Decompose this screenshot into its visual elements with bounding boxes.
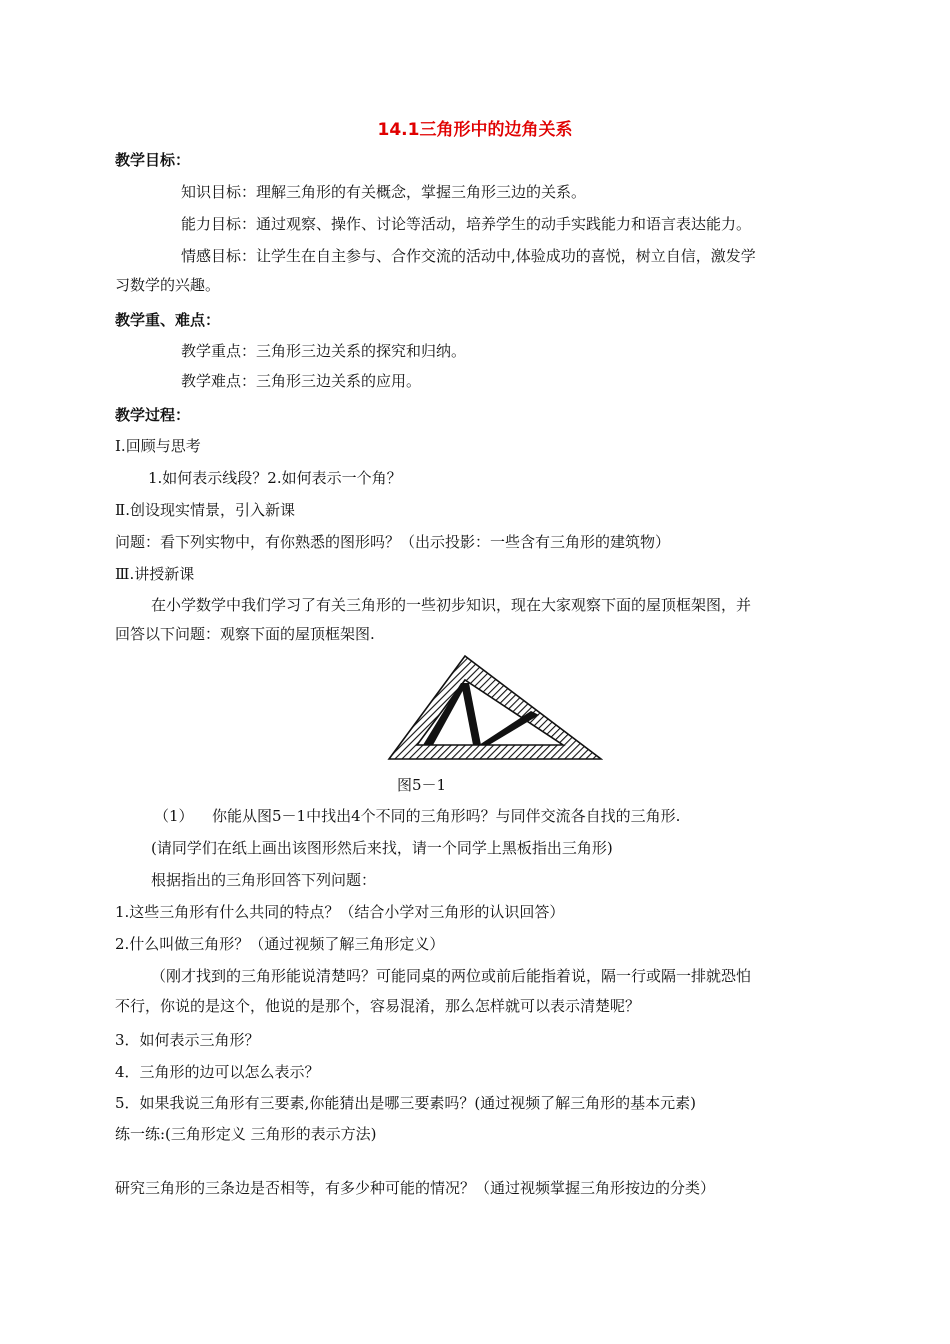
answer-1: 1.这些三角形有什么共同的特点？（结合小学对三角形的认识回答） [115, 903, 565, 921]
question-1-note: (请同学们在纸上画出该图形然后来找，请一个同学上黑板指出三角形) [151, 839, 613, 857]
page-title: 14.1三角形中的边角关系 [377, 120, 573, 140]
practice-line: 练一练:(三角形定义 三角形的表示方法) [115, 1125, 377, 1143]
difficult-point: 教学难点：三角形三边关系的应用。 [181, 372, 422, 390]
emotion-goal-line1: 情感目标：让学生在自主参与、合作交流的活动中,体验成功的喜悦，树立自信，激发学 [181, 247, 756, 265]
question-1-follow: 根据指出的三角形回答下列问题： [151, 871, 377, 889]
key-points-heading: 教学重、难点： [115, 311, 221, 329]
section-3-paragraph-line2: 回答以下问题：观察下面的屋顶框架图. [115, 625, 375, 643]
answer-2-note-line1: （刚才找到的三角形能说清楚吗？可能同桌的两位或前后能指着说，隔一行或隔一排就恐怕 [151, 967, 752, 985]
process-heading: 教学过程： [115, 406, 191, 424]
emotion-goal-line2: 习数学的兴趣。 [115, 276, 221, 294]
answer-5: 5．如果我说三角形有三要素,你能猜出是哪三要素吗？(通过视频了解三角形的基本元素) [115, 1094, 697, 1112]
section-2-heading: Ⅱ.创设现实情景，引入新课 [115, 501, 295, 519]
answer-3: 3．如何表示三角形？ [115, 1031, 260, 1049]
roof-frame-outer-beam [389, 656, 601, 759]
roof-frame-figure [387, 653, 603, 763]
research-line: 研究三角形的三条边是否相等，有多少种可能的情况？（通过视频掌握三角形按边的分类） [115, 1179, 716, 1197]
section-3-heading: Ⅲ.讲授新课 [115, 565, 195, 583]
question-1-text: 你能从图5－1中找出4个不同的三角形吗？与同伴交流各自找的三角形. [212, 807, 681, 825]
key-point: 教学重点：三角形三边关系的探究和归纳。 [181, 342, 467, 360]
ability-goal: 能力目标：通过观察、操作、讨论等活动，培养学生的动手实践能力和语言表达能力。 [181, 215, 752, 233]
question-1-number: （1） [154, 807, 194, 825]
knowledge-goal: 知识目标：理解三角形的有关概念，掌握三角形三边的关系。 [181, 183, 587, 201]
answer-2: 2.什么叫做三角形？（通过视频了解三角形定义） [115, 935, 445, 953]
answer-4: 4．三角形的边可以怎么表示？ [115, 1063, 320, 1081]
figure-caption: 图5－1 [397, 776, 447, 794]
section-3-paragraph-line1: 在小学数学中我们学习了有关三角形的一些初步知识，现在大家观察下面的屋顶框架图，并 [151, 596, 752, 614]
goals-heading: 教学目标： [115, 151, 191, 169]
section-1-question: 1.如何表示线段？2.如何表示一个角？ [148, 469, 402, 487]
section-1-heading: Ⅰ.回顾与思考 [115, 437, 201, 455]
answer-2-note-line2: 不行，你说的是这个，他说的是那个，容易混淆，那么怎样就可以表示清楚呢？ [115, 997, 641, 1015]
section-2-question: 问题：看下列实物中，有你熟悉的图形吗？（出示投影：一些含有三角形的建筑物） [115, 533, 671, 551]
